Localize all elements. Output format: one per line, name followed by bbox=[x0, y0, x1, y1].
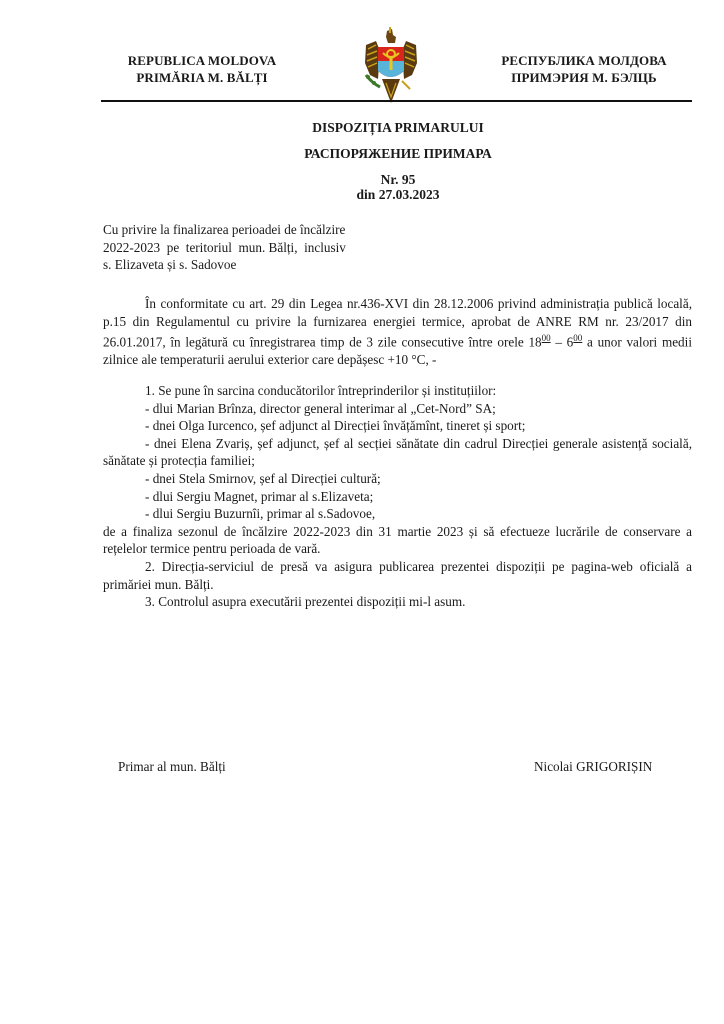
point-1-tail: de a finaliza sezonul de încălzire 2022-2023 din 31 martie 2023 și să efectueze lucrările de conservare a rețelelor termice pentru perioada de vară. bbox=[103, 523, 692, 557]
subject-line: 2022-2023 pe teritoriul mun. Bălți, inclusiv bbox=[103, 239, 346, 255]
hour-from: 18 bbox=[528, 334, 542, 350]
point-2: 2. Direcția-serviciul de presă va asigura publicarea prezentei dispoziții pe pagina-web oficială a primăriei mun. Bălți. bbox=[103, 558, 692, 592]
hour-to-minutes: 00 bbox=[573, 333, 583, 344]
header-institution-ro: PRIMĂRIA M. BĂLȚI bbox=[136, 70, 268, 85]
hour-dash: – bbox=[550, 334, 567, 350]
header-institution-ru: ПРИМЭРИЯ М. БЭЛЦЬ bbox=[511, 70, 657, 85]
point-3: 3. Controlul asupra executării prezentei dispoziții mi-l asum. bbox=[145, 594, 466, 610]
document-title-ru: РАСПОРЯЖЕНИЕ ПРИМАРА bbox=[304, 146, 492, 161]
header-right bbox=[478, 52, 690, 86]
hour-from-minutes: 00 bbox=[541, 333, 551, 344]
hour-to: 6 bbox=[566, 334, 574, 350]
signatory-position: Primar al mun. Bălți bbox=[118, 759, 226, 774]
points-list bbox=[103, 382, 692, 611]
document-number-block bbox=[101, 172, 695, 202]
responsible-person: - dnei Stela Smirnov, șef al Direcției cultură; bbox=[145, 470, 381, 486]
signatory-name: Nicolai GRIGORIȘIN bbox=[534, 759, 653, 774]
responsible-person: - dnei Elena Zvariș, șef adjunct, șef al secției sănătate din cadrul Direcției generale asistență socială, sănătate și protecția familiei; bbox=[103, 435, 692, 469]
responsible-person: - dlui Sergiu Buzurnîi, primar al s.Sadovoe, bbox=[145, 506, 376, 522]
document-title-ro: DISPOZIȚIA PRIMARULUI bbox=[312, 120, 484, 135]
preamble-text: În conformitate cu art. 29 din Legea nr.436-XVI din 28.12.2006 privind administrația publică locală, p.15 din Regulamentul cu privire la furnizarea energiei termice, aprobat de ANRE RM nr. 23/2017 din 26.01.2017, în legătură cu înregistrarea timp de 3 zile consecutive între orele bbox=[103, 296, 692, 350]
point-1: 1. Se pune în sarcina conducătorilor întreprinderilor și instituțiilor: bbox=[145, 383, 497, 398]
subject-line: Cu privire la finalizarea perioadei de încălzire bbox=[103, 222, 346, 237]
header-divider bbox=[101, 100, 692, 102]
responsible-person: - dlui Marian Brînza, director general interimar al „Cet-Nord” SA; bbox=[145, 400, 496, 416]
preamble-tail: a unor valori medii zilnice ale temperaturii aerului exterior care depășesc +10 °C, - bbox=[103, 334, 692, 368]
header-left bbox=[112, 52, 292, 86]
document-number: Nr. 95 bbox=[380, 172, 416, 187]
header-country-ro: REPUBLICA MOLDOVA bbox=[127, 53, 277, 68]
preamble-paragraph bbox=[103, 295, 692, 369]
document-date: din 27.03.2023 bbox=[356, 187, 440, 202]
responsible-person: - dnei Olga Iurcenco, șef adjunct al Direcției învățămînt, tineret și sport; bbox=[145, 418, 526, 434]
coat-of-arms-icon bbox=[362, 27, 420, 103]
header-country-ru: РЕСПУБЛИКА МОЛДОВА bbox=[501, 53, 667, 68]
subject-block bbox=[103, 221, 423, 274]
responsible-person: - dlui Sergiu Magnet, primar al s.Elizaveta; bbox=[145, 488, 374, 504]
subject-line: s. Elizaveta și s. Sadovoe bbox=[103, 257, 237, 273]
